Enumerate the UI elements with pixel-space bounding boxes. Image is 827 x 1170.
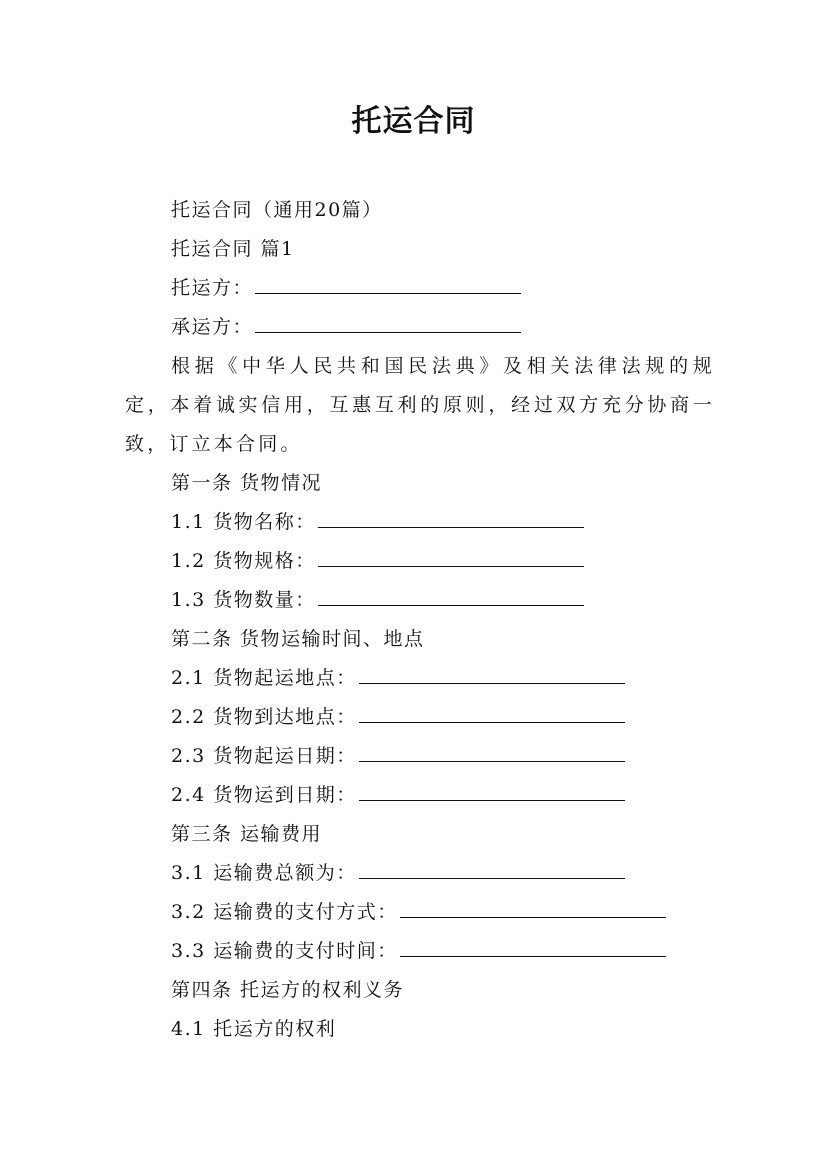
article-2-3 xyxy=(125,737,725,776)
shipper-label: 托运方： xyxy=(171,277,254,299)
chapter-heading xyxy=(125,230,725,269)
carrier-line xyxy=(125,308,725,347)
carrier-label: 承运方： xyxy=(171,316,254,338)
subtitle-line xyxy=(125,191,725,230)
goods-spec-blank xyxy=(318,542,584,567)
article-3-text: 第三条 运输费用 xyxy=(171,823,323,845)
article-3-3 xyxy=(125,932,725,971)
payment-method-blank xyxy=(400,893,666,918)
article-4-1 xyxy=(125,1010,725,1049)
article-3-2 xyxy=(125,893,725,932)
subtitle-text: 托运合同（通用20篇） xyxy=(171,199,383,221)
chapter-text: 托运合同 篇1 xyxy=(171,238,295,260)
destination-blank xyxy=(359,698,625,723)
article-3-1 xyxy=(125,854,725,893)
article-2-4 xyxy=(125,776,725,815)
goods-name-label: 1.1 货物名称： xyxy=(171,511,316,533)
article-3-heading xyxy=(125,815,725,854)
article-1-text: 第一条 货物情况 xyxy=(171,472,323,494)
article-2-heading xyxy=(125,620,725,659)
article-4-text: 第四条 托运方的权利义务 xyxy=(171,979,405,1001)
intro-paragraph: 根据《中华人民共和国民法典》及相关法律法规的规定，本着诚实信用，互惠互利的原则，经过双方充分协商一致，订立本合同。 xyxy=(125,355,715,455)
shipper-blank xyxy=(255,269,521,294)
article-2-2 xyxy=(125,698,725,737)
article-4-heading xyxy=(125,971,725,1010)
article-1-heading xyxy=(125,464,725,503)
departure-date-label: 2.3 货物起运日期： xyxy=(171,745,357,767)
payment-time-blank xyxy=(400,932,666,957)
article-1-3 xyxy=(125,581,725,620)
fee-total-blank xyxy=(359,854,625,879)
document-body xyxy=(125,191,725,1049)
article-2-text: 第二条 货物运输时间、地点 xyxy=(171,628,425,650)
carrier-blank xyxy=(255,308,521,333)
arrival-date-label: 2.4 货物运到日期： xyxy=(171,784,357,806)
goods-spec-label: 1.2 货物规格： xyxy=(171,550,316,572)
goods-name-blank xyxy=(318,503,584,528)
arrival-date-blank xyxy=(359,776,625,801)
departure-date-blank xyxy=(359,737,625,762)
article-1-1 xyxy=(125,503,725,542)
shipper-rights-text: 4.1 托运方的权利 xyxy=(171,1018,337,1040)
goods-quantity-label: 1.3 货物数量： xyxy=(171,589,316,611)
payment-time-label: 3.3 运输费的支付时间： xyxy=(171,940,398,962)
shipper-line xyxy=(125,269,725,308)
origin-blank xyxy=(359,659,625,684)
payment-method-label: 3.2 运输费的支付方式： xyxy=(171,901,398,923)
goods-quantity-blank xyxy=(318,581,584,606)
article-2-1 xyxy=(125,659,725,698)
origin-label: 2.1 货物起运地点： xyxy=(171,667,357,689)
article-1-2 xyxy=(125,542,725,581)
document-title: 托运合同 xyxy=(351,104,476,139)
destination-label: 2.2 货物到达地点： xyxy=(171,706,357,728)
fee-total-label: 3.1 运输费总额为： xyxy=(171,862,357,884)
